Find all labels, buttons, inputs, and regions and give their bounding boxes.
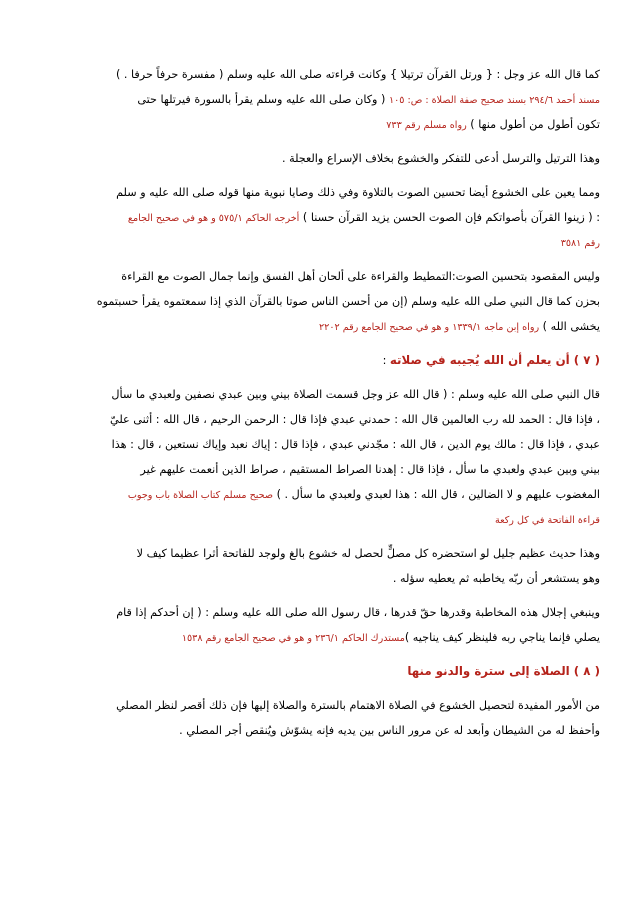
paragraph-melody <box>38 264 600 339</box>
text-line: بيني وبين عبدي ولعبدي ما سأل ، فإذا قال : إهدنا الصراط المستقيم ، صراط الذين أنعمت عليهم غير <box>140 463 600 476</box>
citation: قراءة الفاتحة في كل ركعة <box>494 515 600 526</box>
text-fragment: المغضوب عليهم و لا الضالين ، قال الله : هذا لعبدي ولعبدي ما سأل . ) <box>273 488 600 501</box>
text-line: وينبغي إجلال هذه المخاطبة وقدرها حقّ قدرها ، قال رسول الله صلى الله عليه وسلم : ( إن أحدكم إذا قام <box>116 606 600 619</box>
text-line: وأحفظ له من الشيطان وأبعد له عن مرور الناس بين يديه فإنه يشوّش ويُنقص أجر المصلي . <box>179 724 600 737</box>
spacer <box>38 339 600 348</box>
paragraph-hadith-qudsi <box>38 382 600 532</box>
text-line: وهذا حديث عظيم جليل لو استحضره كل مصلٍّ لحصل له خشوع بالغ ولوجد للفاتحة أثرا عظيما كيف لا <box>136 547 600 560</box>
text-line: بحزن كما قال النبي صلى الله عليه وسلم (إن من أحسن الناس صوتا بالقرآن الذي إذا سمعتموه يقرأ حسبتموه <box>96 295 600 308</box>
text-line <box>38 230 600 255</box>
text-line: كما قال الله عز وجل : { ورتل القرآن ترتيلا } وكانت قراءته صلى الله عليه وسلم ( مفسرة حرفاً حرفا . ) <box>115 68 600 81</box>
text-line <box>38 87 600 112</box>
paragraph-recitation <box>38 62 600 137</box>
citation: مستدرك الحاكم ٢٣٦/١ و هو في صحيح الجامع رقم ١٥٣٨ <box>181 633 405 644</box>
text-line <box>38 507 600 532</box>
text-line: قال النبي صلى الله عليه وسلم : ( قال الله عز وجل قسمت الصلاة بيني وبين عبدي نصفين ولعبدي ما سأل <box>111 388 600 401</box>
spacer <box>38 255 600 264</box>
text-line <box>38 482 600 507</box>
spacer <box>38 532 600 541</box>
text-line: من الأمور المفيدة لتحصيل الخشوع في الصلاة الاهتمام بالسترة والصلاة إليها فإن ذلك أقصر لنظر المصلي <box>116 699 600 712</box>
spacer <box>38 373 600 382</box>
text-line <box>38 112 600 137</box>
heading-title: ( ٧ ) أن يعلم أن الله يُجيبه في صلاته <box>389 353 600 367</box>
citation: مسند أحمد ٢٩٤/٦ بسند صحيح صفة الصلاة : ص: ١٠٥ <box>388 95 600 106</box>
heading-title: ( ٨ ) الصلاة إلى سترة والدنو منها <box>407 664 600 678</box>
text-line: ومما يعين على الخشوع أيضا تحسين الصوت بالتلاوة وفي ذلك وصايا نبوية منها قوله صلى الله عليه و سلم <box>116 186 600 199</box>
text-line: ، فإذا قال : الحمد لله رب العالمين قال الله : حمدني عبدي فإذا قال : الرحمن الرحيم ، قال الله : أثنى عليّ <box>110 413 600 426</box>
citation: رواه مسلم رقم ٧٣٣ <box>386 120 467 131</box>
text-fragment: : ( زينوا القرآن بأصواتكم فإن الصوت الحسن يزيد القرآن حسنا ) <box>299 211 600 224</box>
text-line <box>38 205 600 230</box>
section-heading-8 <box>38 659 600 684</box>
text-fragment: تكون أطول من أطول منها ) <box>466 118 600 131</box>
spacer <box>38 684 600 693</box>
heading-line <box>38 348 600 373</box>
text-line: وهو يستشعر أن ربّه يخاطبه ثم يعطيه سؤله . <box>392 572 600 585</box>
text-line <box>38 314 600 339</box>
paragraph-sutrah <box>38 693 600 743</box>
paragraph-tarteel <box>38 146 600 171</box>
text-line <box>38 625 600 650</box>
text-fragment: يخشى الله ) <box>539 320 600 333</box>
text-line: وهذا الترتيل والترسل أدعى للتفكر والخشوع بخلاف الإسراع والعجلة . <box>281 152 600 165</box>
spacer <box>38 591 600 600</box>
spacer <box>38 171 600 180</box>
paragraph-great-hadith <box>38 541 600 591</box>
text-fragment: يصلي فإنما يناجي ربه فلينظر كيف يناجيه ) <box>404 631 600 644</box>
citation: صحيح مسلم كتاب الصلاة باب وجوب <box>127 490 274 501</box>
section-heading-7 <box>38 348 600 373</box>
citation: أخرجه الحاكم ٥٧٥/١ و هو في صحيح الجامع <box>127 213 300 224</box>
spacer <box>38 650 600 659</box>
heading-line <box>38 659 600 684</box>
text-fragment: ( وكان صلى الله عليه وسلم يقرأ بالسورة فيرتلها حتى <box>137 93 389 106</box>
text-line: وليس المقصود بتحسين الصوت:التمطيط والقراءة على ألحان أهل الفسق وإنما جمال الصوت مع القراءة <box>121 270 600 283</box>
citation: رواه إبن ماجه ١٣٣٩/١ و هو في صحيح الجامع رقم ٢٢٠٢ <box>319 322 540 333</box>
spacer <box>38 137 600 146</box>
text-line: عبدي ، فإذا قال : مالك يوم الدين ، قال الله : مجّدني عبدي ، فإذا قال : إياك نعبد وإياك نستعين ، قال : هذا <box>111 438 600 451</box>
paragraph-voice <box>38 180 600 255</box>
citation: رقم ٣٥٨١ <box>560 238 600 249</box>
heading-suffix: : <box>382 354 390 367</box>
paragraph-reverence <box>38 600 600 650</box>
